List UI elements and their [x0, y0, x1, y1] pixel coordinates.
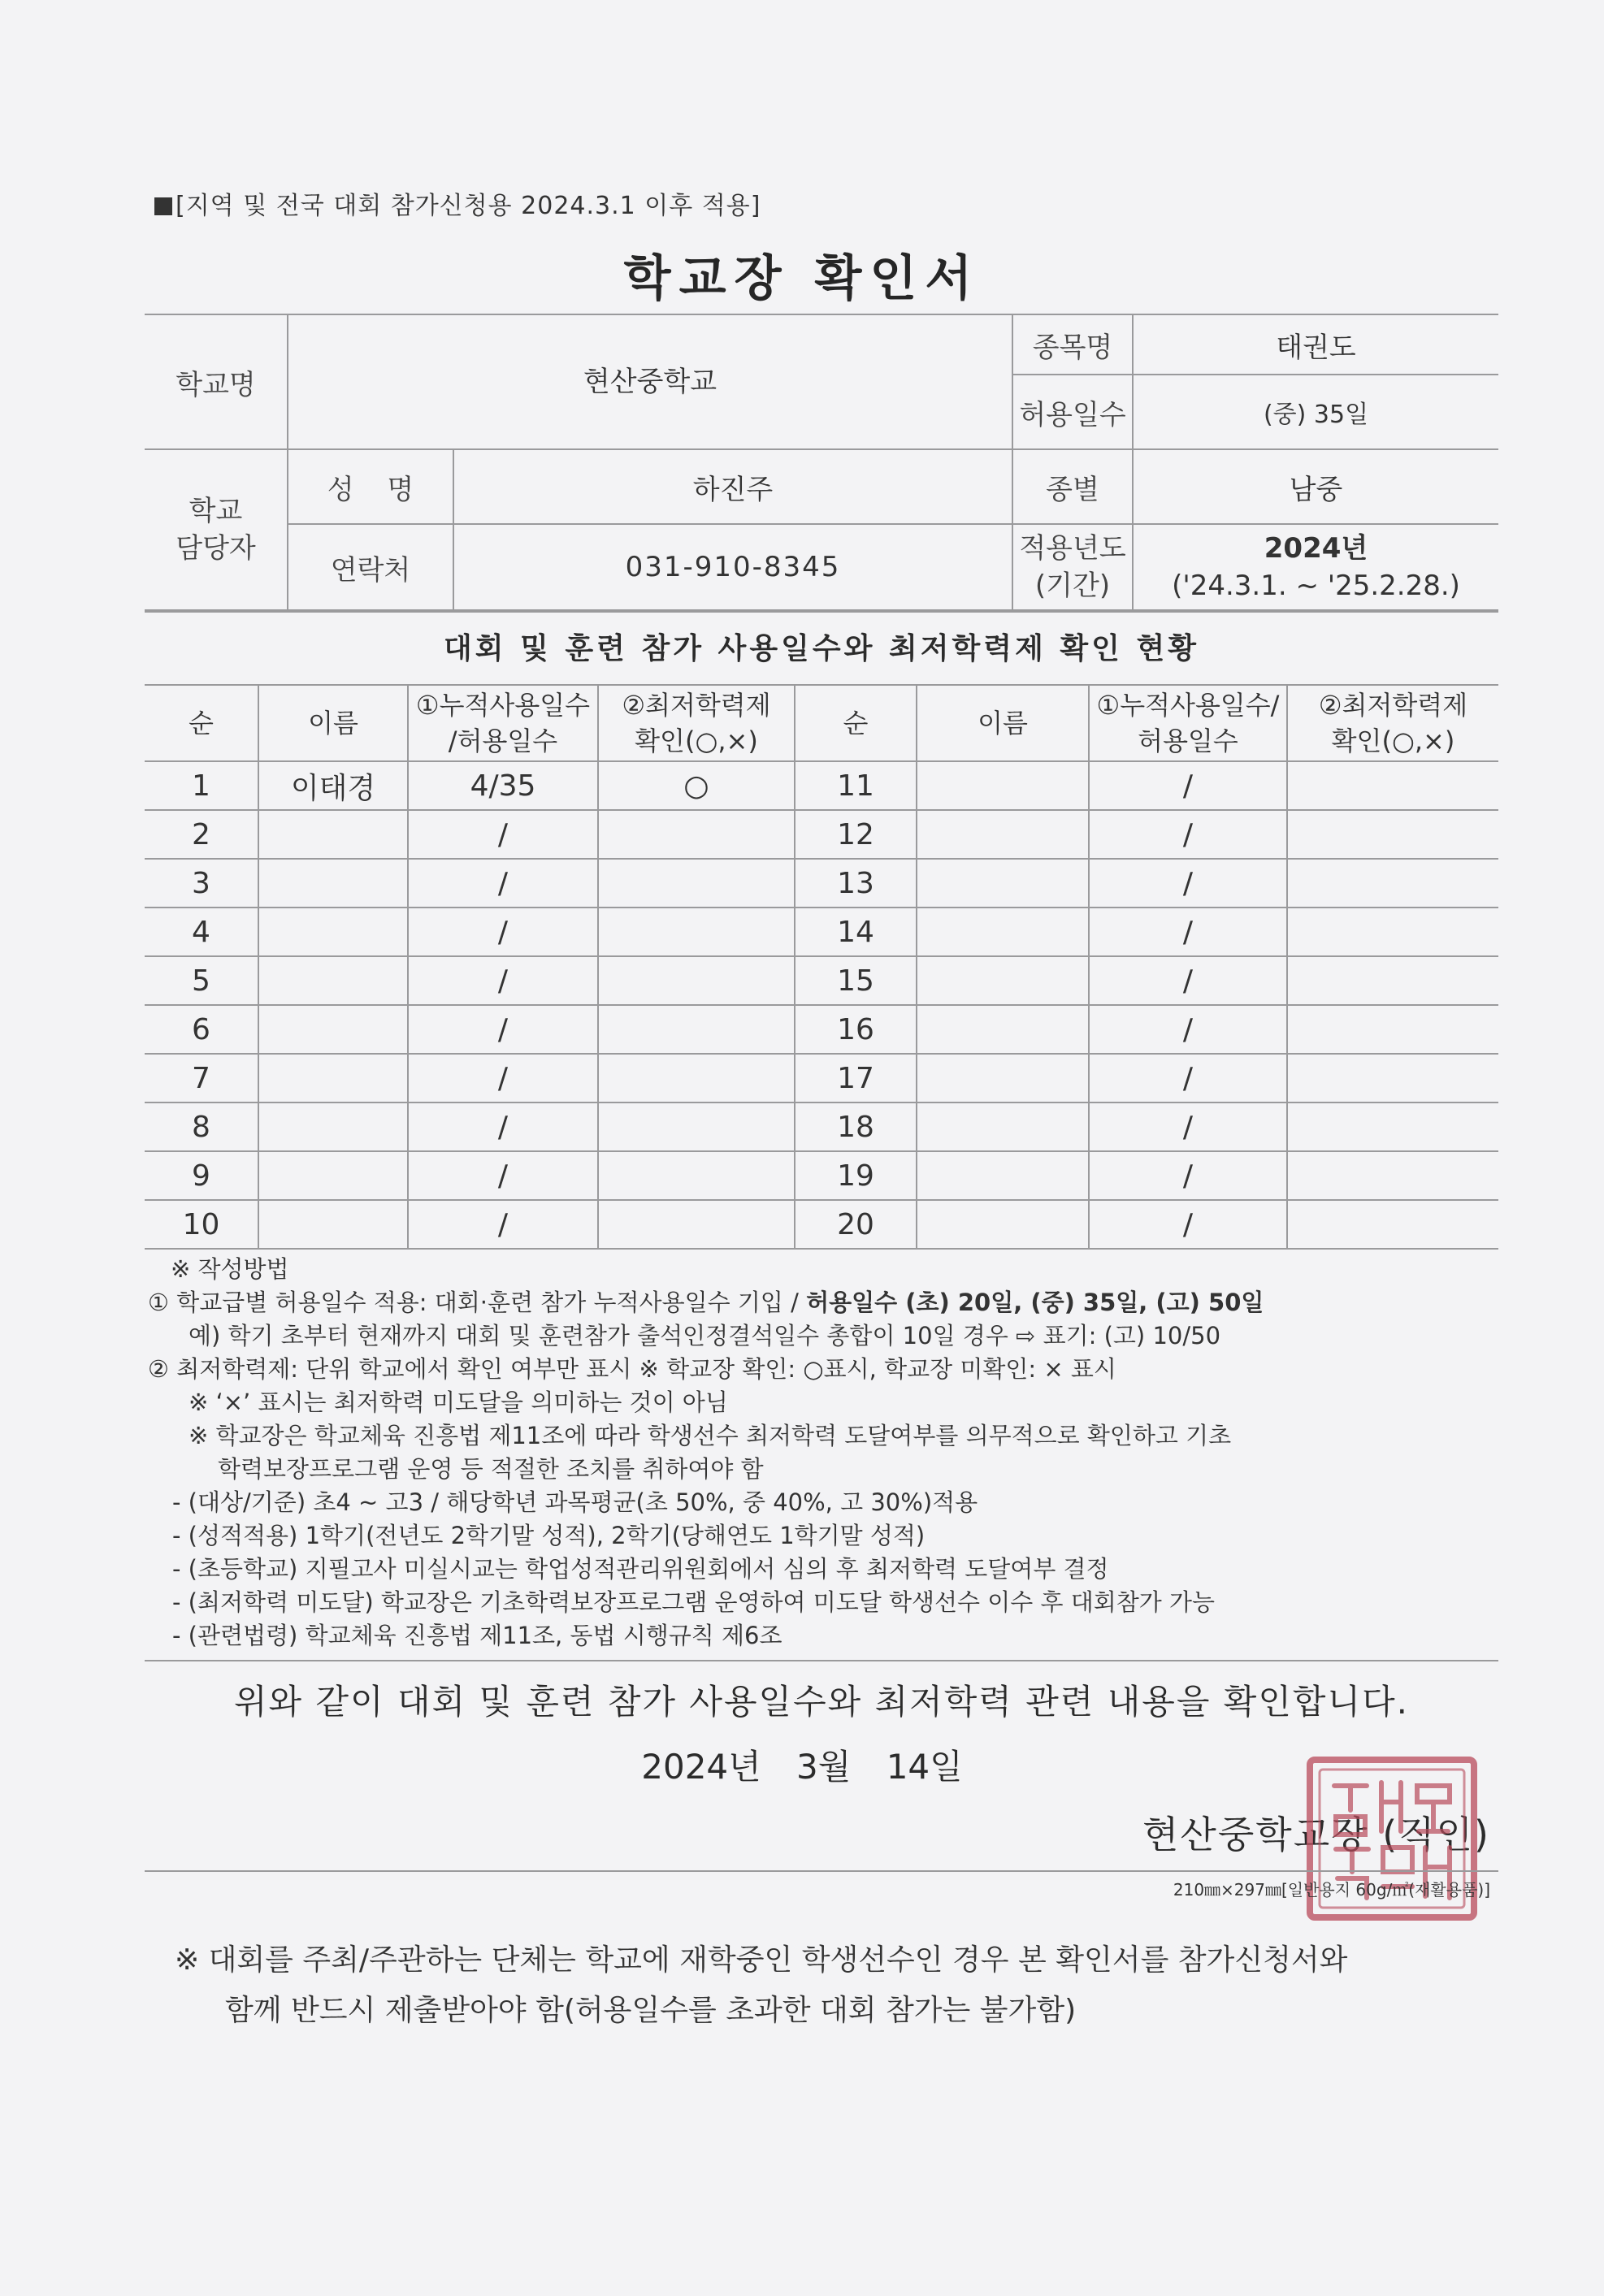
notes-line-7: - (대상/기준) 초4 ~ 고3 / 해당학년 과목평균(초 50%, 중 40%, 고 30%)적용	[172, 1488, 978, 1516]
square-bullet-icon	[154, 197, 172, 215]
notes-line-11: - (관련법령) 학교체육 진흥법 제11조, 동법 시행규칙 제6조	[172, 1622, 782, 1649]
notes-line-4: ※ ‘×’ 표시는 최저학력 미도달을 의미하는 것이 아님	[189, 1388, 728, 1416]
row-no: 11	[795, 761, 917, 810]
table-row	[145, 956, 1498, 1005]
row-name	[258, 1200, 408, 1249]
row-days: /	[1089, 1054, 1287, 1103]
row-name	[917, 1200, 1089, 1249]
info-table	[145, 314, 1498, 611]
row-name	[258, 908, 408, 956]
row-academic	[1287, 761, 1498, 810]
col-header-name-right: 이름	[917, 685, 1089, 761]
row-days: 4/35	[408, 761, 598, 810]
notes-line-5: ※ 학교장은 학교체육 진흥법 제11조에 따라 학생선수 최저학력 도달여부를 의무적으로 확인하고 기초	[189, 1422, 1232, 1449]
table-row	[145, 1103, 1498, 1151]
row-name	[258, 956, 408, 1005]
school-value: 현산중학교	[288, 314, 1012, 449]
row-no: 4	[145, 908, 258, 956]
row-days: /	[1089, 1200, 1287, 1249]
row-days: /	[1089, 761, 1287, 810]
row-academic	[1287, 956, 1498, 1005]
row-days: /	[1089, 908, 1287, 956]
row-days: /	[408, 1054, 598, 1103]
row-name	[917, 761, 1089, 810]
col-header-academic-left: ②최저학력제 확인(○,×)	[598, 685, 795, 761]
row-academic: ○	[598, 761, 795, 810]
notes-line-10: - (최저학력 미도달) 학교장은 기초학력보장프로그램 운영하여 미도달 학생선수 이수 후 대회참가 가능	[172, 1588, 1216, 1616]
row-name: 이태경	[258, 761, 408, 810]
table-row	[145, 1054, 1498, 1103]
paper-spec: 210㎜×297㎜[일반용지 60g/㎡(재활용품)]	[1173, 1880, 1490, 1900]
table-row	[145, 810, 1498, 859]
row-academic	[1287, 859, 1498, 908]
header-note-text: [지역 및 전국 대회 참가신청용 2024.3.1 이후 적용]	[176, 192, 761, 220]
row-no: 8	[145, 1103, 258, 1151]
table-row	[145, 1200, 1498, 1249]
row-days: /	[1089, 956, 1287, 1005]
period-value: ('24.3.1. ~ '25.2.28.)	[1172, 570, 1460, 602]
notes-line-6: 학력보장프로그램 운영 등 적절한 조치를 취하여야 함	[218, 1455, 764, 1483]
row-academic	[598, 908, 795, 956]
roster-header-row	[145, 685, 1498, 761]
row-academic	[1287, 1151, 1498, 1200]
allowed-days-label: 허용일수	[1012, 375, 1133, 449]
notes-line-1	[148, 1286, 1502, 1319]
name-label: 성 명	[288, 449, 453, 524]
document-title: 학교장 확인서	[623, 250, 981, 307]
row-no: 19	[795, 1151, 917, 1200]
table-row	[145, 859, 1498, 908]
row-name	[917, 859, 1089, 908]
row-days: /	[1089, 1151, 1287, 1200]
row-name	[917, 1054, 1089, 1103]
principal-signature-line: 현산중학교장 (직인)	[1142, 1813, 1490, 1856]
name-value: 하진주	[453, 449, 1012, 524]
category-value: 남중	[1133, 449, 1498, 524]
row-academic	[598, 1103, 795, 1151]
row-name	[258, 810, 408, 859]
row-no: 17	[795, 1054, 917, 1103]
notes-line-3: ② 최저학력제: 단위 학교에서 확인 여부만 표시 ※ 학교장 확인: ○표시, 학교장 미확인: × 표시	[148, 1355, 1116, 1383]
footer-note-line-2: 함께 반드시 제출받아야 함(허용일수를 초과한 대회 참가는 불가함)	[225, 1994, 1077, 2027]
row-academic	[1287, 1103, 1498, 1151]
row-academic	[1287, 1054, 1498, 1103]
notes-line-8: - (성적적용) 1학기(전년도 2학기말 성적), 2학기(당해연도 1학기말 성적)	[172, 1522, 926, 1549]
year-label: 적용년도 (기간)	[1012, 524, 1133, 610]
footer-note-line-1: ※ 대회를 주최/주관하는 단체는 학교에 재학중인 학생선수인 경우 본 확인서를 참가신청서와	[175, 1943, 1348, 1977]
bottom-divider	[145, 1870, 1498, 1872]
sport-value: 태권도	[1133, 314, 1498, 375]
row-academic	[598, 956, 795, 1005]
row-academic	[1287, 810, 1498, 859]
row-days: /	[408, 908, 598, 956]
row-days: /	[1089, 859, 1287, 908]
row-no: 18	[795, 1103, 917, 1151]
section-title: 대회 및 훈련 참가 사용일수와 최저학력제 확인 현황	[145, 611, 1498, 686]
col-header-no-left: 순	[145, 685, 258, 761]
row-academic	[1287, 908, 1498, 956]
row-no: 13	[795, 859, 917, 908]
row-days: /	[408, 1005, 598, 1054]
row-days: /	[408, 1151, 598, 1200]
allowed-days-value: (중) 35일	[1133, 375, 1498, 449]
row-academic	[598, 859, 795, 908]
footer-note	[175, 1935, 1347, 2036]
row-no: 14	[795, 908, 917, 956]
row-name	[917, 1005, 1089, 1054]
row-days: /	[1089, 1005, 1287, 1054]
notes-heading: ※ 작성방법	[171, 1255, 289, 1283]
row-no: 9	[145, 1151, 258, 1200]
row-name	[917, 956, 1089, 1005]
school-label: 학교명	[145, 314, 288, 449]
row-academic	[598, 1054, 795, 1103]
row-days: /	[1089, 1103, 1287, 1151]
col-header-name-left: 이름	[258, 685, 408, 761]
header-note	[154, 185, 761, 221]
contact-label: 연락처	[288, 524, 453, 610]
year-value: 2024년	[1264, 532, 1368, 565]
confirmation-statement: 위와 같이 대회 및 훈련 참가 사용일수와 최저학력 관련 내용을 확인합니다.	[233, 1682, 1410, 1722]
table-row	[145, 1151, 1498, 1200]
notes-line-1a: ① 학교급별 허용일수 적용: 대회·훈련 참가 누적사용일수 기입 /	[148, 1289, 807, 1316]
row-days: /	[408, 956, 598, 1005]
row-no: 10	[145, 1200, 258, 1249]
manager-label: 학교 담당자	[145, 449, 288, 610]
table-row	[145, 908, 1498, 956]
instructions	[148, 1253, 1502, 1653]
row-days: /	[408, 1200, 598, 1249]
row-no: 5	[145, 956, 258, 1005]
row-no: 7	[145, 1054, 258, 1103]
row-name	[917, 908, 1089, 956]
year-cell	[1133, 524, 1498, 610]
row-no: 2	[145, 810, 258, 859]
notes-line-1b: 허용일수 (초) 20일, (중) 35일, (고) 50일	[806, 1289, 1264, 1316]
table-row	[145, 761, 1498, 810]
col-header-days-left: ①누적사용일수 /허용일수	[408, 685, 598, 761]
roster-table	[145, 684, 1498, 1250]
col-header-days-right: ①누적사용일수/ 허용일수	[1089, 685, 1287, 761]
row-no: 15	[795, 956, 917, 1005]
row-no: 1	[145, 761, 258, 810]
notes-divider	[145, 1660, 1498, 1661]
row-no: 20	[795, 1200, 917, 1249]
row-days: /	[408, 810, 598, 859]
notes-line-2: 예) 학기 초부터 현재까지 대회 및 훈련참가 출석인정결석일수 총합이 10일 경우 ⇨ 표기: (고) 10/50	[189, 1322, 1221, 1349]
col-header-academic-right: ②최저학력제 확인(○,×)	[1287, 685, 1498, 761]
confirmation-date: 2024년 3월 14일	[641, 1747, 963, 1787]
row-name	[258, 1151, 408, 1200]
row-academic	[598, 1200, 795, 1249]
table-row	[145, 1005, 1498, 1054]
row-name	[917, 1103, 1089, 1151]
sport-label: 종목명	[1012, 314, 1133, 375]
row-no: 12	[795, 810, 917, 859]
row-no: 6	[145, 1005, 258, 1054]
col-header-no-right: 순	[795, 685, 917, 761]
row-academic	[598, 1005, 795, 1054]
row-name	[917, 810, 1089, 859]
row-days: /	[1089, 810, 1287, 859]
row-academic	[1287, 1005, 1498, 1054]
contact-value: 031-910-8345	[453, 524, 1012, 610]
row-name	[258, 1103, 408, 1151]
row-name	[258, 1005, 408, 1054]
row-no: 3	[145, 859, 258, 908]
category-label: 종별	[1012, 449, 1133, 524]
row-name	[258, 859, 408, 908]
row-days: /	[408, 1103, 598, 1151]
row-name	[258, 1054, 408, 1103]
row-academic	[598, 1151, 795, 1200]
row-name	[917, 1151, 1089, 1200]
row-academic	[598, 810, 795, 859]
row-no: 16	[795, 1005, 917, 1054]
notes-line-9: - (초등학교) 지필고사 미실시교는 학업성적관리위원회에서 심의 후 최저학력 도달여부 결정	[172, 1555, 1109, 1583]
row-academic	[1287, 1200, 1498, 1249]
row-days: /	[408, 859, 598, 908]
